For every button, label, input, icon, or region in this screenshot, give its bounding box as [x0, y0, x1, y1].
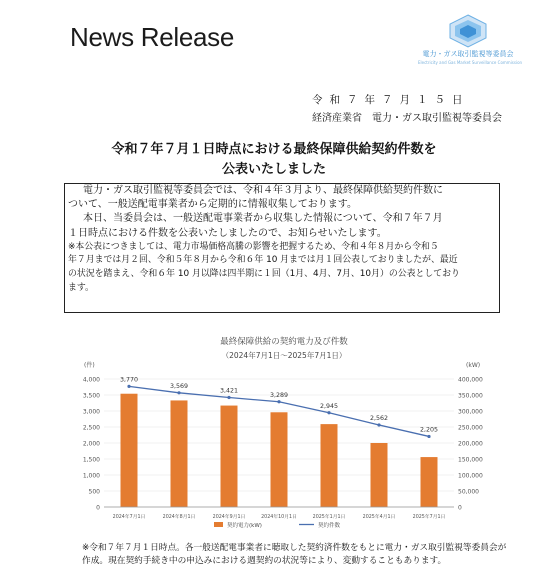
x-tick-label: 2025年7月1日 — [412, 515, 446, 520]
right-axis-unit: (kW) — [466, 362, 481, 369]
note-text: の状況を踏まえ、令和６年 10 月以降は四半期に１回（1月、4月、7月、10月）の公表としており — [68, 269, 460, 279]
line-point — [377, 423, 380, 426]
right-tick-label: 250,000 — [458, 424, 483, 432]
line-point — [277, 400, 280, 403]
line-point — [177, 391, 180, 394]
right-tick-label: 350,000 — [458, 392, 483, 400]
right-tick-label: 400,000 — [458, 376, 483, 384]
logo-subtitle: Electricity and Gas Market Surveillance Commission — [418, 60, 523, 65]
data-label: 2,562 — [369, 415, 389, 423]
x-tick-label: 2025年1月1日 — [312, 515, 346, 520]
legend-swatch-bar — [214, 522, 223, 527]
data-label: 3,770 — [119, 376, 139, 384]
left-tick-label: 2,000 — [82, 440, 100, 448]
left-tick-label: 1,000 — [82, 472, 100, 480]
announcement-box — [64, 183, 500, 313]
headline-line-1: 令和７年７月１日時点における最終保障供給契約件数を — [111, 142, 437, 157]
data-label: 2,205 — [419, 426, 439, 434]
left-axis-unit: (件) — [84, 362, 95, 369]
commission-logo — [418, 14, 523, 65]
x-tick-label: 2024年7月1日 — [112, 515, 146, 520]
bar-contract-power — [321, 424, 338, 507]
bar-contract-power — [171, 400, 188, 507]
left-tick-label: 1,500 — [82, 456, 100, 464]
left-tick-label: 500 — [88, 488, 100, 496]
data-label: 3,289 — [269, 391, 289, 399]
line-point — [427, 435, 430, 438]
contracts-chart — [64, 331, 504, 536]
bar-contract-power — [421, 457, 438, 507]
left-tick-label: 3,500 — [82, 392, 100, 400]
bar-contract-power — [121, 394, 138, 507]
bar-contract-power — [271, 412, 288, 507]
chart-subtitle: （2024年7月1日～2025年7月1日） — [221, 351, 347, 360]
bar-contract-power — [371, 443, 388, 507]
footnote — [82, 542, 522, 568]
note-text: 年７月までは月２回、令和５年８月から令和６年 10 月までは月１回公表しておりましたが、最近 — [68, 255, 458, 266]
x-tick-label: 2024年10月1日 — [261, 515, 297, 520]
legend-label-line: 契約件数 — [318, 523, 341, 529]
issuer: 経済産業省 電力・ガス取引監視等委員会 — [312, 113, 502, 124]
body-text: 電力・ガス取引監視等委員会では、令和４年３月より、最終保障供給契約件数に — [83, 185, 443, 196]
left-tick-label: 3,000 — [82, 408, 100, 416]
logo-mark-icon — [446, 14, 490, 48]
chart-svg — [64, 331, 504, 536]
left-tick-label: 0 — [96, 504, 100, 512]
footnote-line-1: ※令和７年７月１日時点。各一般送配電事業者に聴取した契約済件数をもとに電力・ガス取引監視等委員会が — [82, 543, 507, 553]
right-tick-label: 300,000 — [458, 408, 483, 416]
footnote-line-2: 作成。現在契約手続き中の申込みにおける週契約の状況等により、変動することもあります。 — [82, 556, 447, 566]
left-tick-label: 2,500 — [82, 424, 100, 432]
body-text: １日時点における件数を公表いたしましたので、お知らせいたします。 — [68, 227, 387, 239]
right-tick-label: 50,000 — [458, 488, 479, 496]
x-tick-label: 2025年4月1日 — [362, 515, 396, 520]
line-point — [127, 385, 130, 388]
chart-title: 最終保障供給の契約電力及び件数 — [220, 337, 348, 347]
news-release-title: News Release — [70, 22, 235, 52]
right-tick-label: 0 — [458, 504, 462, 512]
data-label: 3,569 — [169, 382, 189, 390]
note-text: ます。 — [68, 282, 94, 293]
note-text: ※本公表につきましては、電力市場価格高騰の影響を把握するため、令和４年８月から令和５ — [68, 241, 439, 252]
left-tick-label: 4,000 — [82, 376, 100, 384]
body-text: 本日、当委員会は、一般送配電事業者から収集した情報について、令和７年７月 — [83, 213, 443, 225]
bar-contract-power — [221, 406, 238, 507]
legend-label-bar: 契約電力(kW) — [227, 523, 262, 529]
line-point — [327, 411, 330, 414]
release-date: 令和７年７月１５日 — [312, 94, 470, 106]
x-tick-label: 2024年9月1日 — [212, 515, 246, 520]
x-tick-label: 2024年8月1日 — [162, 515, 196, 520]
headline — [0, 140, 548, 180]
right-tick-label: 150,000 — [458, 456, 483, 464]
body-text: ついて、一般送配電事業者から定期的に情報収集しております。 — [68, 199, 357, 211]
headline-line-2: 公表いたしました — [221, 162, 326, 177]
right-tick-label: 100,000 — [458, 472, 483, 480]
line-point — [227, 396, 230, 399]
logo-name: 電力・ガス取引監視等委員会 — [422, 50, 514, 58]
data-label: 2,945 — [319, 402, 339, 410]
right-tick-label: 200,000 — [458, 440, 483, 448]
data-label: 3,421 — [219, 387, 239, 395]
